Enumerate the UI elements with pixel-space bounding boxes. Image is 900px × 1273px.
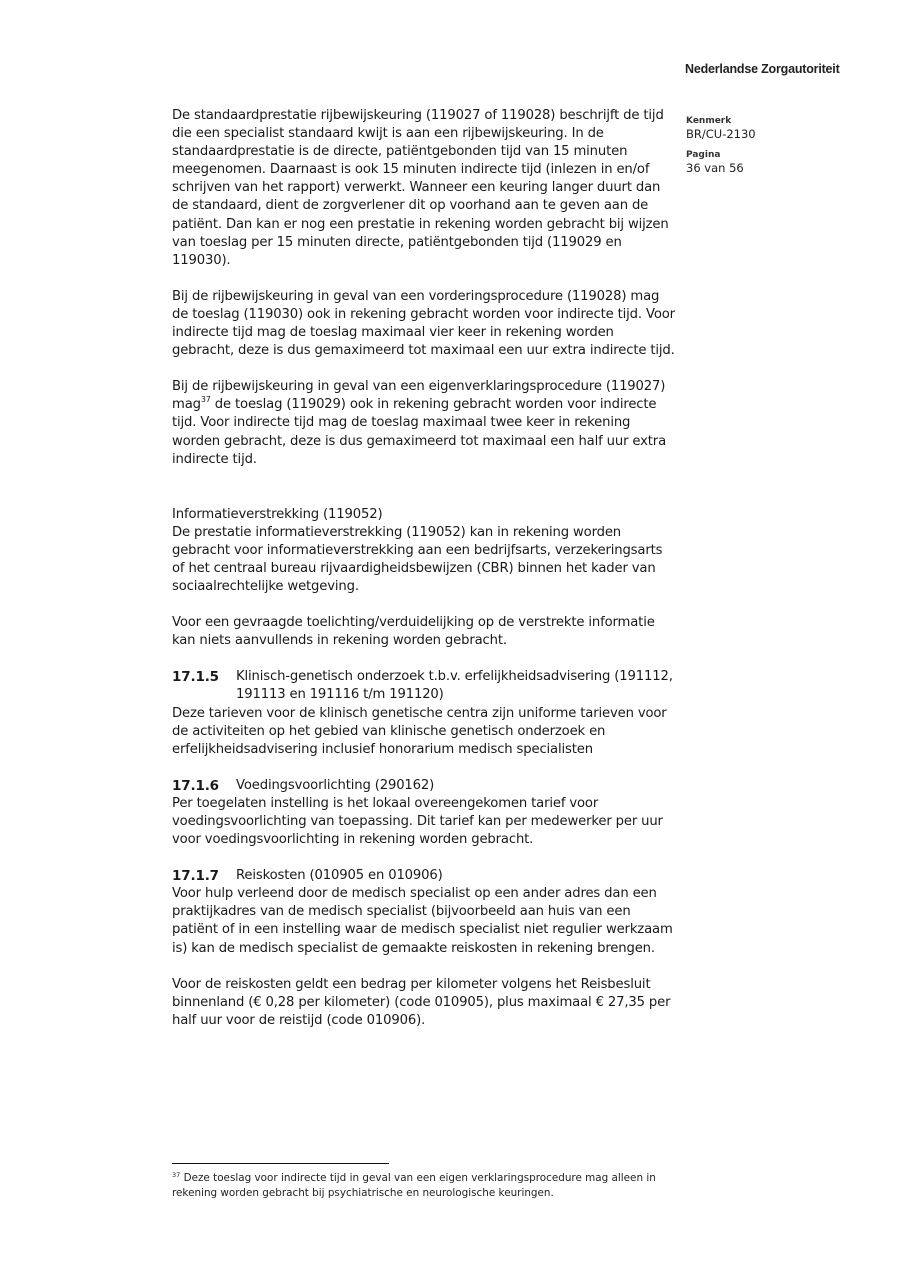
subheading-informatieverstrekking: Informatieverstrekking (119052) — [172, 506, 383, 522]
paragraph-eigenverklaringsprocedure — [172, 378, 677, 468]
section-text-reiskosten-bedrag: Voor de reiskosten geldt een bedrag per kilometer volgens het Reisbesluit binnenland (€ 0,28 per kilometer) (code 010905), plus maximaal € 27,35 per half uur voor de reistijd (code 010906). — [172, 976, 671, 1028]
kenmerk-label: Kenmerk — [686, 116, 732, 126]
section-number: 17.1.5 — [172, 669, 219, 686]
paragraph-standaardprestatie: De standaardprestatie rijbewijskeuring (119027 of 119028) beschrijft de tijd die een specialist standaard kwijt is aan een rijbewijskeuring. In de standaardprestatie is de directe, patiëntgebonden tijd van 15 minuten meegenomen. Daarnaast is ook 15 minuten indirecte tijd (inlezen in en/of schrijven van het rapport) verwerkt. Wanneer een keuring langer duurt dan de standaard, dient de zorgverlener dit op voorhand aan te geven aan de patiënt. Dan kan er nog een prestatie in rekening worden gebracht bij wijzen van toeslag per 15 minuten directe, patiëntgebonden tijd (119029 en 119030). — [172, 108, 669, 268]
section-number: 17.1.7 — [172, 868, 219, 885]
paragraph-vorderingsprocedure: Bij de rijbewijskeuring in geval van een vorderingsprocedure (119028) mag de toeslag (119030) ook in rekening gebracht worden voor indirecte tijd. Voor indirecte tijd mag de toeslag maximaal vier keer in rekening worden gebracht, deze is dus gemaximeerd tot maximaal een uur extra indirecte tijd. — [172, 288, 675, 359]
section-heading-17-1-7 — [172, 867, 677, 885]
kenmerk-value: BR/CU-2130 — [686, 127, 756, 141]
section-title: Voedingsvoorlichting (290162) — [236, 777, 435, 793]
pagina-value: 36 van 56 — [686, 161, 744, 175]
section-text: Deze tarieven voor de klinisch genetische centra zijn uniforme tarieven voor de activiteiten op het gebied van klinische genetisch onderzoek en erfelijkheidsadvisering inclusief honorarium medisch specialisten — [172, 705, 667, 757]
section-text: Per toegelaten instelling is het lokaal overeengekomen tarief voor voedingsvoorlichting van toepassing. Dit tarief kan per medewerker per uur voor voedingsvoorlichting in rekening worden gebracht. — [172, 795, 663, 848]
footnote — [172, 1171, 672, 1201]
section-number: 17.1.6 — [172, 777, 219, 794]
document-meta — [686, 115, 836, 183]
organization-name: Nederlandse Zorgautoriteit — [685, 62, 840, 76]
paragraph-text: Bij de rijbewijskeuring in geval van een eigenverklaringsprocedure (119027) mag — [172, 379, 666, 413]
document-body — [172, 107, 677, 1048]
section-heading-17-1-5 — [172, 668, 677, 704]
footnote-reference[interactable]: 37 — [200, 395, 211, 405]
footnote-number: 37 — [172, 1171, 181, 1179]
paragraph-toelichting: Voor een gevraagde toelichting/verduidelijking op de verstrekte informatie kan niets aanvullends in rekening worden gebracht. — [172, 615, 655, 649]
section-text: Voor hulp verleend door de medisch specialist op een ander adres dan een praktijkadres van de medisch specialist (bijvoorbeeld aan huis van een patiënt of in een instelling waar de medisch specialist niet regulier werkzaam is) kan de medisch specialist de gemaakte reiskosten in rekening brengen. — [172, 886, 673, 956]
footnote-divider — [172, 1163, 389, 1164]
section-title: Reiskosten (010905 en 010906) — [236, 868, 443, 884]
pagina-label: Pagina — [686, 150, 721, 160]
footnote-text: Deze toeslag voor indirecte tijd in geval van een eigen verklaringsprocedure mag alleen in rekening worden gebracht bij psychiatrische en neurologische keuringen. — [172, 1172, 656, 1199]
paragraph-text: de toeslag (119029) ook in rekening gebracht worden voor indirecte tijd. Voor indirecte tijd mag de toeslag maximaal twee keer in rekening worden gebracht, deze is dus gemaximeerd tot maximaal een half uur extra indirecte tijd. — [172, 397, 667, 467]
section-heading-17-1-6 — [172, 777, 677, 795]
section-title: Klinisch-genetisch onderzoek t.b.v. erfelijkheidsadvisering (191112, 191113 en 191116 t/m 191120) — [236, 669, 673, 703]
paragraph-informatieverstrekking: De prestatie informatieverstrekking (119052) kan in rekening worden gebracht voor informatieverstrekking aan een bedrijfsarts, verzekeringsarts of het centraal bureau rijvaardigheidsbewijzen (CBR) binnen het kader van sociaalrechtelijke wetgeving. — [172, 524, 663, 595]
